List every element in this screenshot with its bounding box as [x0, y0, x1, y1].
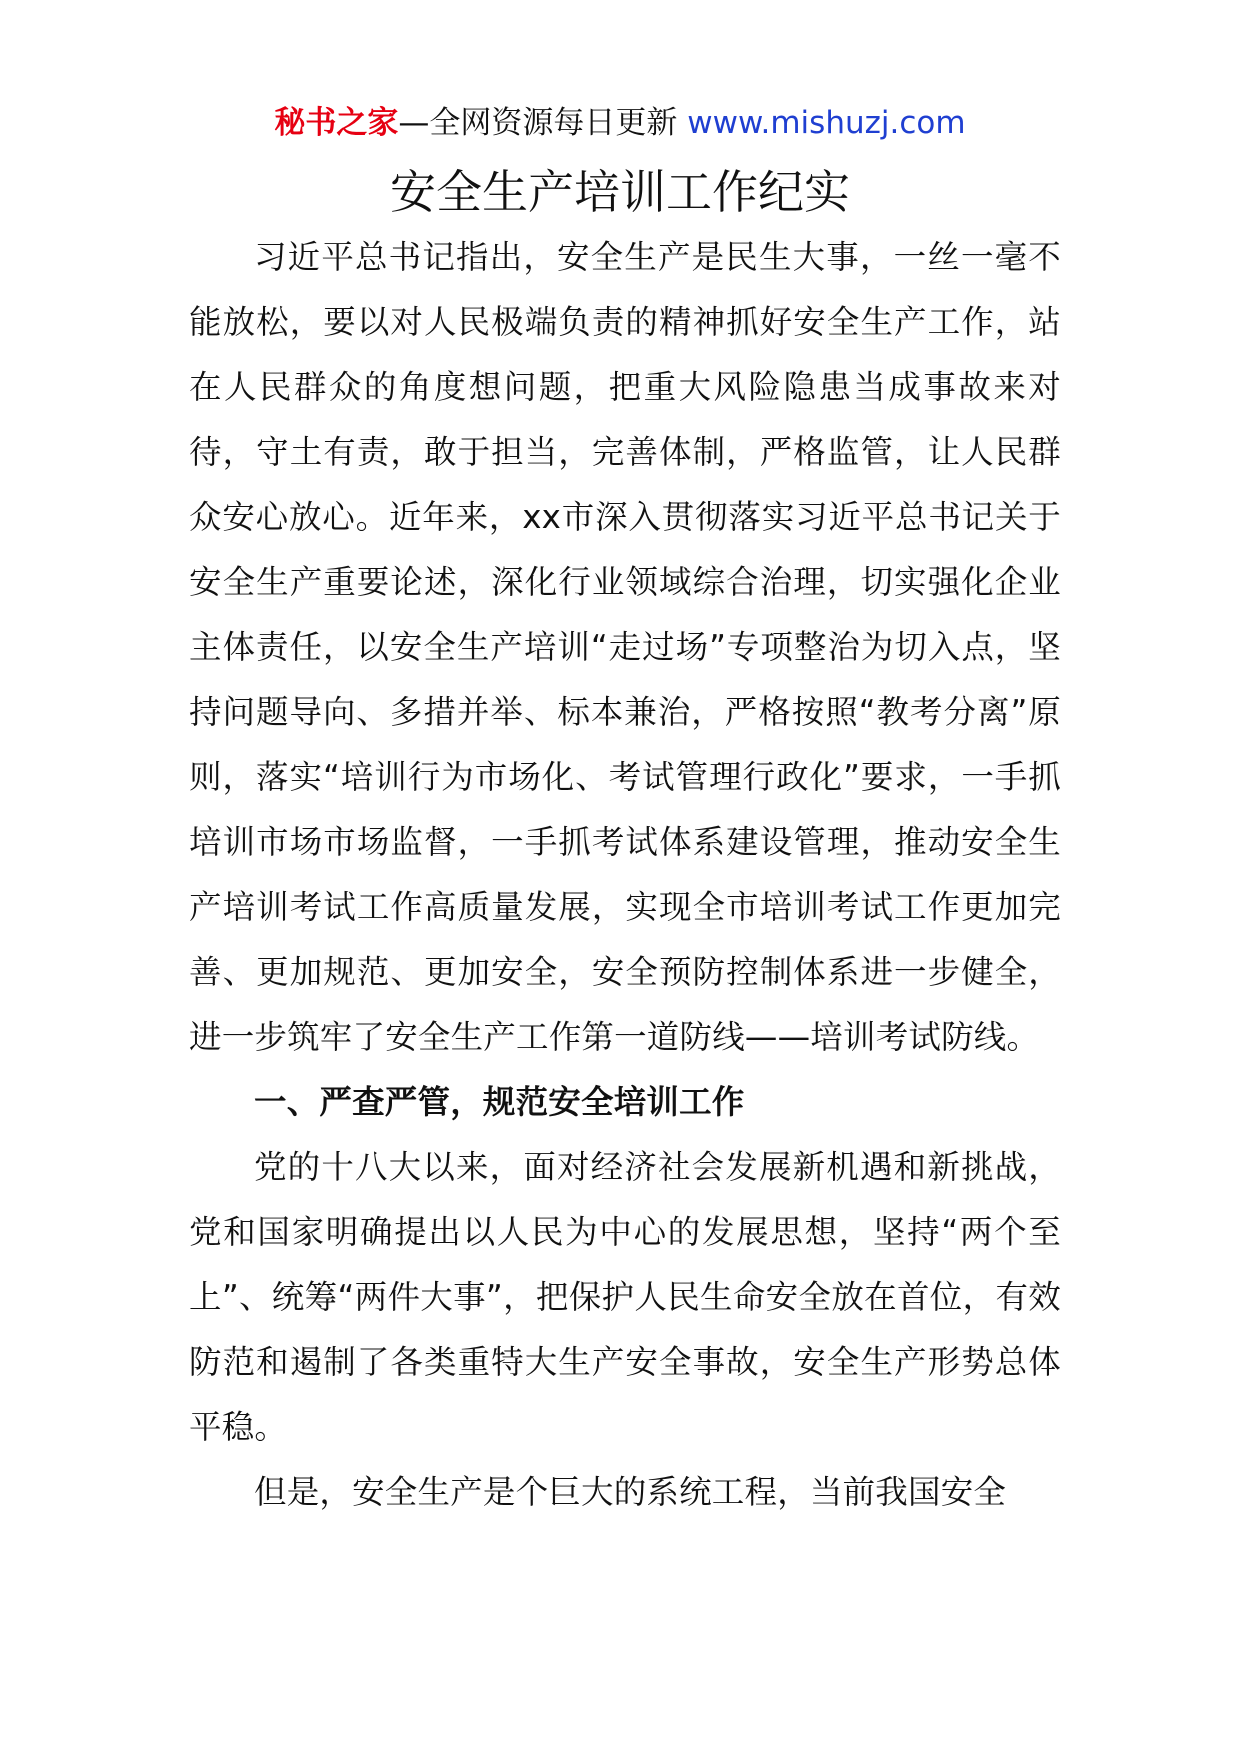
section-heading-1: 一、严查严管，规范安全培训工作 [254, 1083, 745, 1121]
document-body [189, 225, 1061, 1525]
document-title: 安全生产培训工作纪实 [390, 165, 850, 219]
site-brand: 秘书之家 [274, 105, 399, 141]
body-paragraph: 党的十八大以来，面对经济社会发展新机遇和新挑战，党和国家明确提出以人民为中心的发展思想，坚持“两个至上”、统筹“两件大事”，把保护人民生命安全放在首位，有效防范和遏制了各类重特大生产安全事故，安全生产形势总体平稳。 [189, 1148, 1061, 1446]
body-paragraph-continued: 但是，安全生产是个巨大的系统工程，当前我国安全 [254, 1473, 1007, 1511]
site-url-link[interactable]: www.mishuzj.com [687, 105, 966, 141]
site-banner [0, 100, 1240, 146]
site-tagline: —全网资源每日更新 [398, 105, 688, 141]
intro-paragraph: 习近平总书记指出，安全生产是民生大事，一丝一毫不能放松，要以对人民极端负责的精神抓好安全生产工作，站在人民群众的角度想问题，把重大风险隐患当成事故来对待，守土有责，敢于担当，完善体制，严格监管，让人民群众安心放心。近年来，xx市深入贯彻落实习近平总书记关于安全生产重要论述，深化行业领域综合治理，切实强化企业主体责任，以安全生产培训“走过场”专项整治为切入点，坚持问题导向、多措并举、标本兼治，严格按照“教考分离”原则，落实“培训行为市场化、考试管理行政化”要求，一手抓培训市场市场监督，一手抓考试体系建设管理，推动安全生产培训考试工作高质量发展，实现全市培训考试工作更加完善、更加规范、更加安全，安全预防控制体系进一步健全，进一步筑牢了安全生产工作第一道防线——培训考试防线。 [189, 238, 1061, 1056]
